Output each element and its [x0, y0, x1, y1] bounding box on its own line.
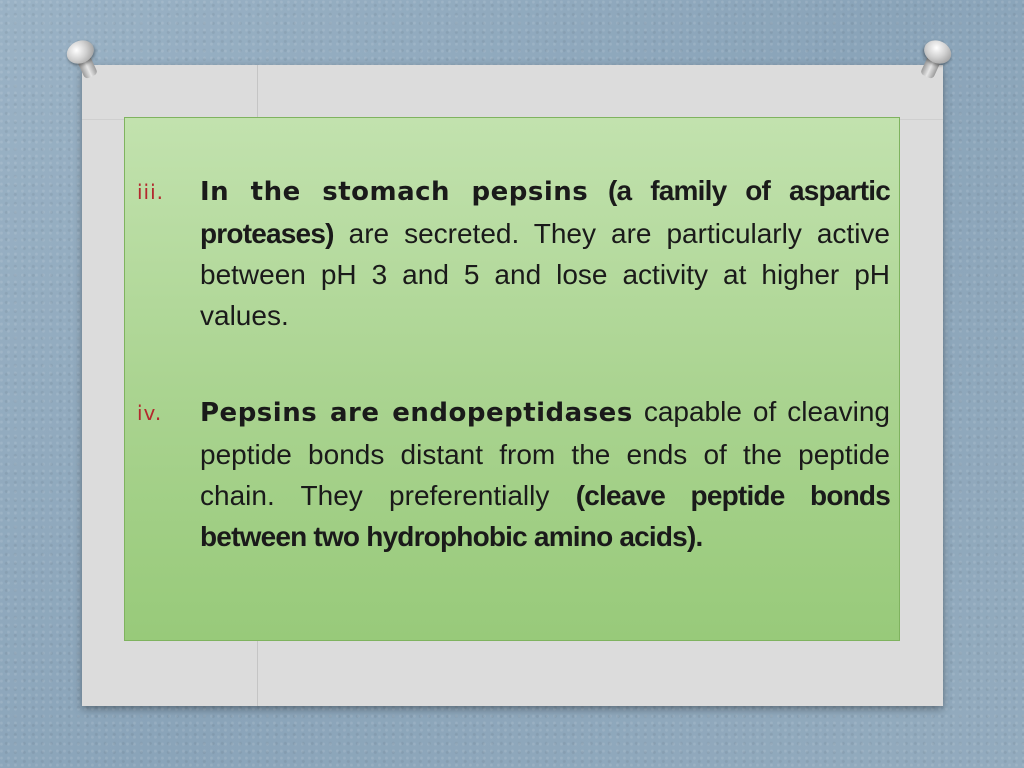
body-text: capable of cleaving peptide bonds distant from the ends of the peptide chain. They preferentially: [200, 396, 890, 511]
bold-tail: (cleave peptide bonds between two hydrophobic amino acids).: [200, 480, 890, 552]
bold-parenthetical: (a family of aspartic proteases): [200, 175, 890, 249]
body-text: are secreted. They are particularly active between pH 3 and 5 and lose activity at higher pH values.: [200, 218, 890, 331]
bold-lead: Pepsins are endopeptidases: [200, 398, 633, 428]
list-item-text: [200, 391, 890, 557]
content-card: [124, 117, 900, 641]
list-numeral: iii.: [137, 180, 165, 204]
list-numeral: iv.: [137, 401, 163, 425]
list-item-text: [200, 170, 890, 336]
bold-lead: In the stomach pepsins: [200, 177, 589, 207]
